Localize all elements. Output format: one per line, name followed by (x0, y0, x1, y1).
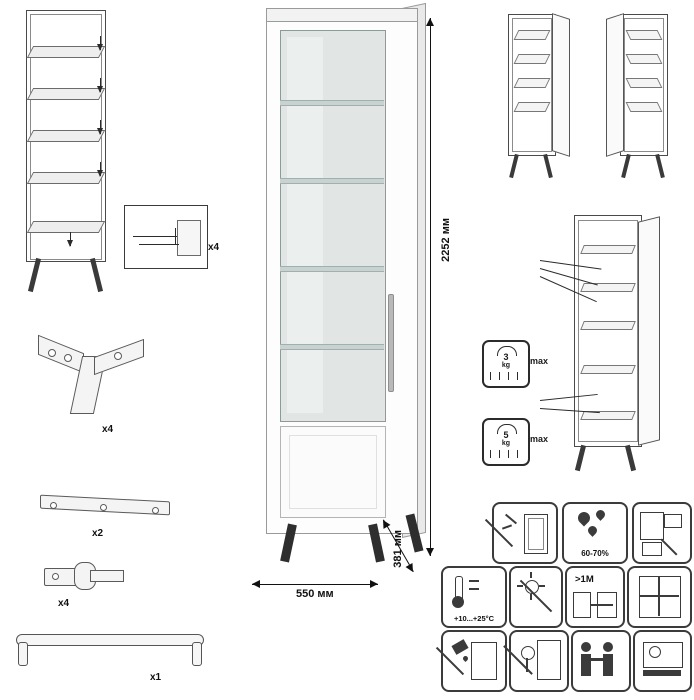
pictogram-no-hanging-on-door (509, 630, 569, 692)
cabinet-door-open-left-view (500, 14, 580, 174)
glass-shelf-1 (280, 100, 384, 106)
assembly-arrow (100, 78, 101, 92)
dimension-width-label: 550 мм (296, 588, 334, 600)
pictogram-no-sharp-objects (492, 502, 558, 564)
load-badge-5kg-max-label: max (530, 434, 549, 444)
assembly-arrow (100, 36, 101, 50)
pictogram-temperature (441, 566, 507, 628)
cabinet-leg (28, 258, 41, 292)
load-badge-3kg-max-label: max (530, 356, 549, 366)
dimension-depth-label: 381 мм (392, 530, 404, 568)
glass-door (280, 30, 386, 422)
assembly-arrow (100, 162, 101, 176)
pictogram-no-liquids (441, 630, 507, 692)
glass-shelf-2 (280, 178, 384, 184)
cabinet-leg (90, 258, 103, 292)
door-handle (388, 294, 394, 392)
lower-door-panel (289, 435, 377, 509)
open-door-leaf (606, 13, 624, 157)
dimension-height-label: 2252 мм (440, 218, 452, 262)
pictogram-distance-from-heater (565, 566, 625, 628)
dimension-line-width (252, 584, 378, 585)
assembly-arrow (70, 232, 71, 246)
part-qty-l-bracket: x4 (102, 424, 114, 435)
pictogram-no-window-placement (627, 566, 692, 628)
open-door-leaf (552, 13, 570, 157)
shelf-5 (27, 221, 105, 233)
cabinet-top-panel (266, 8, 418, 22)
part-qty-door-hinge: x4 (58, 598, 70, 609)
pictogram-distance-label: >1M (575, 574, 594, 585)
part-metal-strap (40, 492, 170, 524)
part-l-bracket (38, 340, 148, 420)
pictogram-humidity-label: 60-70% (581, 549, 609, 558)
glass-reflection (287, 37, 323, 413)
load-badge-5kg: 5 kg (482, 418, 530, 466)
pictogram-no-wet-cleaning (632, 502, 692, 564)
lower-door (280, 426, 386, 518)
shelf-4 (27, 172, 105, 184)
shelf-2 (27, 88, 105, 100)
shelf-3 (27, 130, 105, 142)
glass-shelf-4 (280, 344, 384, 350)
part-qty-shelf-pin: x4 (208, 242, 220, 253)
cabinet-door-open-right-view (600, 14, 680, 174)
part-qty-metal-strap: x2 (92, 528, 104, 539)
exploded-cabinet-left (8, 6, 128, 316)
pictogram-temperature-label: +10...+25°C (453, 614, 495, 623)
pictogram-no-direct-sunlight (509, 566, 563, 628)
shelf-1 (27, 46, 105, 58)
glass-shelf-3 (280, 266, 384, 272)
assembly-arrow (100, 120, 101, 134)
pictogram-humidity (562, 502, 628, 564)
callout-shelf-pin (124, 205, 208, 269)
dimension-line-height (430, 18, 431, 556)
part-qty-handle: x1 (150, 672, 162, 683)
main-cabinet-illustration (252, 8, 437, 568)
pictogram-two-persons-required (571, 630, 631, 692)
part-long-handle (16, 630, 204, 670)
load-badge-3kg: 3 kg (482, 340, 530, 388)
part-door-hinge (44, 556, 134, 596)
pictogram-assemble-on-soft-surface (633, 630, 692, 692)
load-capacity-cabinet (560, 215, 688, 485)
open-door-leaf (638, 216, 660, 445)
